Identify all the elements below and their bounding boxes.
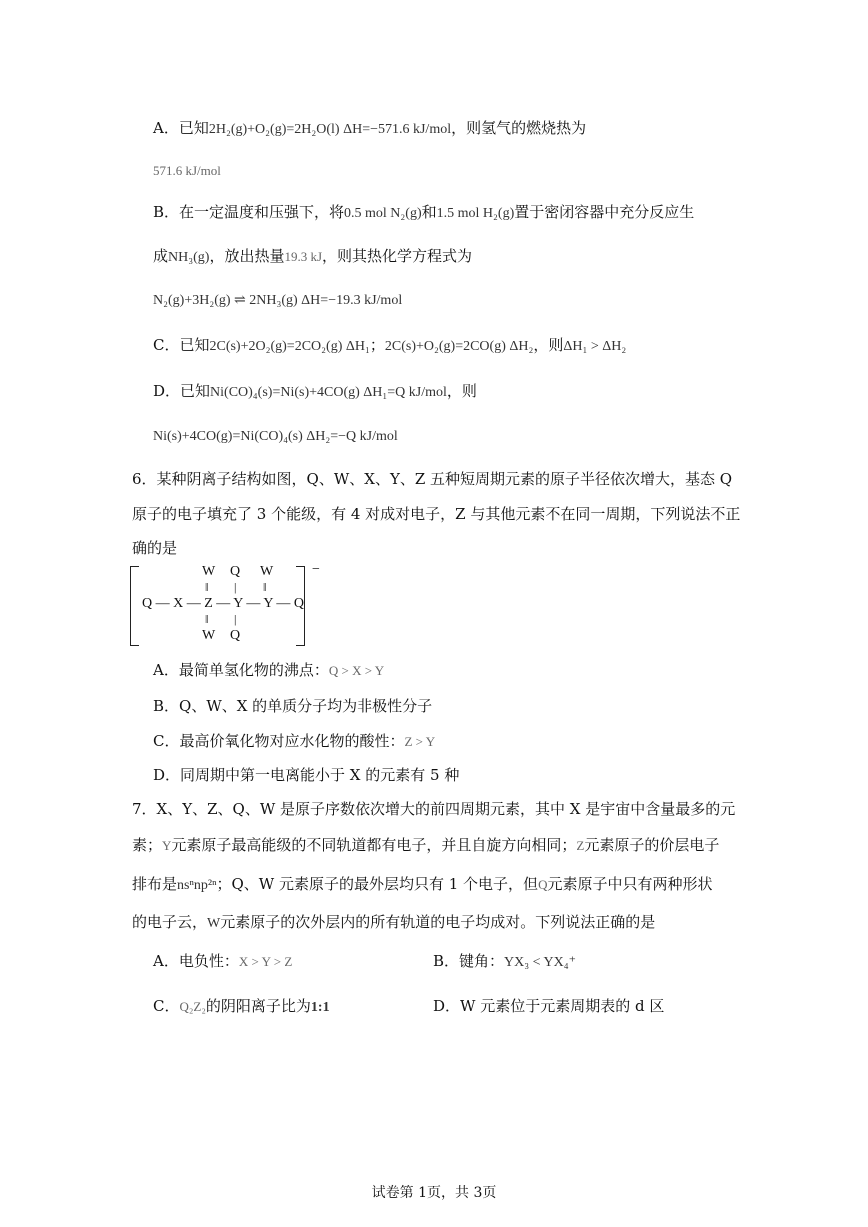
q5-d-eq2-line: [153, 425, 398, 447]
q7-option-b: [433, 951, 576, 973]
q7-s2d: Z: [576, 838, 585, 853]
structure-charge: −: [312, 562, 320, 577]
q5-d-then: ，则: [446, 382, 477, 400]
q7-stem-line2: [132, 835, 719, 856]
q7-option-d: D．W 元素位于元素周期表的 d 区: [433, 997, 665, 1015]
q7-s4b: W: [207, 916, 221, 931]
q6-stem-line3: 确的是: [132, 539, 178, 557]
structure-bond-bottom2: |: [234, 612, 237, 626]
q5-d-eq1: Ni(CO)₄(s)=Ni(s)+4CO(g) ΔH₁=Q kJ/mol: [210, 385, 447, 400]
q7-c-ratio: 1:1: [310, 1000, 330, 1015]
q7-stem-line1: 7．X、Y、Z、Q、W 是原子序数依次增大的前四周期元素，其中 X 是宇宙中含量最多的元: [132, 800, 736, 818]
q6-c-math: Z > Y: [404, 734, 436, 749]
q5-c-label: C．已知: [153, 336, 210, 354]
q7-s4a: 的电子云，: [132, 913, 208, 931]
q7-s2e: 元素原子的价层电子: [584, 836, 720, 854]
q5-b-line2c: ，则其热化学方程式为: [322, 247, 473, 265]
q5-b-and: 和: [421, 203, 437, 221]
q5-option-c: [153, 335, 626, 357]
q5-d-eq2: Ni(s)+4CO(g)=Ni(CO)₄(s) ΔH₂=−Q kJ/mol: [153, 429, 398, 444]
q5-b-product: NH₃(g): [168, 250, 210, 265]
page-footer: 试卷第 1页，共 3页: [371, 1185, 497, 1201]
q7-c-pre: C．: [153, 997, 180, 1015]
left-bracket: [130, 566, 139, 646]
structure-top-w2: W: [260, 564, 274, 579]
q5-d-label: D．已知: [153, 382, 211, 400]
q7-stem-line3: [132, 874, 712, 896]
q7-a-math: X > Y > Z: [238, 954, 293, 969]
q5-c-eq2: 2C(s)+O₂(g)=2CO(g) ΔH₂: [384, 339, 534, 354]
q7-s2b: Y: [162, 838, 172, 853]
q7-s3a: 排布是: [132, 875, 178, 893]
q5-b-equation-line: [153, 289, 402, 311]
q7-c-post: 的阴阳离子比为: [205, 997, 311, 1015]
q7-s2a: 素；: [132, 836, 163, 854]
q5-a-value: 571.6 kJ/mol: [153, 163, 221, 178]
structure-bottom-w: W: [202, 628, 216, 643]
q7-option-c: [153, 996, 330, 1018]
structure-bottom-q: Q: [230, 628, 241, 643]
q6-stem-line2: 原子的电子填充了 3 个能级，有 4 对成对电子，Z 与其他元素不在同一周期，下列说法不正: [132, 505, 741, 523]
q6-a-math: Q > X > Y: [328, 663, 385, 678]
structure-top-q: Q: [230, 564, 241, 579]
q7-b-label: B．键角：: [433, 952, 505, 970]
q7-option-a: [153, 951, 292, 972]
q5-c-eq1: 2C(s)+2O₂(g)=2CO₂(g) ΔH₁: [209, 339, 370, 354]
q5-b-heat: 19.3 kJ: [284, 249, 323, 264]
q7-stem-line4: [132, 912, 655, 934]
q5-a-tail: ，则氢气的燃烧热为: [451, 119, 587, 137]
q5-c-then: ，则: [533, 336, 564, 354]
q5-a-value-line: [153, 160, 221, 181]
structure-top-w1: W: [202, 564, 216, 579]
q7-s3e: 元素原子中只有两种形状: [547, 875, 713, 893]
q5-option-b: [153, 202, 694, 224]
q5-b-line2: [153, 246, 472, 268]
q5-a-label: A．已知: [153, 119, 209, 137]
anion-structure-diagram: [128, 562, 328, 652]
q5-b-label: B．在一定温度和压强下，将: [153, 203, 345, 221]
structure-main-chain: Q — X — Z — Y — Y — Q: [142, 596, 305, 611]
q5-b-amt1: 0.5 mol N₂(g): [344, 206, 422, 221]
structure-bond-dbl-top1: ‖: [205, 580, 209, 594]
q5-c-sep: ；: [369, 336, 385, 354]
structure-bond-dbl-top3: ‖: [263, 580, 267, 594]
q5-option-a: [153, 118, 586, 140]
q7-b-math: YX₃ < YX₄⁺: [504, 955, 576, 970]
q6-stem-line1: 6．某种阴离子结构如图，Q、W、X、Y、Z 五种短周期元素的原子半径依次增大，基态 Q: [132, 470, 733, 488]
q5-option-d: [153, 381, 477, 403]
structure-bond-top2: |: [234, 580, 237, 594]
q6-c-label: C．最高价氧化物对应水化物的酸性：: [153, 732, 405, 750]
q7-s2c: 元素原子最高能级的不同轨道都有电子，并且自旋方向相同；: [171, 836, 577, 854]
q7-s3d: Q: [538, 877, 548, 892]
q5-b-tail: 置于密闭容器中充分反应生: [514, 203, 695, 221]
q6-a-label: A．最简单氢化物的沸点：: [153, 661, 329, 679]
q6-option-c: [153, 731, 435, 752]
q5-c-conclusion: ΔH₁ > ΔH₂: [563, 339, 627, 354]
q5-b-line2a: 成: [153, 247, 169, 265]
q6-option-a: [153, 660, 384, 681]
q5-b-amt2: 1.5 mol H₂(g): [436, 206, 515, 221]
q5-b-line2b: ，放出热量: [209, 247, 285, 265]
q6-option-d: D．同周期中第一电离能小于 X 的元素有 5 种: [153, 766, 460, 784]
q5-b-equation: N₂(g)+3H₂(g) ⇌ 2NH₃(g) ΔH=−19.3 kJ/mol: [153, 293, 403, 308]
q7-a-label: A．电负性：: [153, 952, 239, 970]
q7-c-math: Q₂Z₂: [179, 999, 206, 1014]
q5-a-equation: 2H₂(g)+O₂(g)=2H₂O(l) ΔH=−571.6 kJ/mol: [208, 122, 452, 137]
q7-s3c: ；Q、W 元素原子的最外层均只有 1 个电子，但: [216, 875, 539, 893]
structure-bond-dbl-bottom1: ‖: [205, 612, 209, 626]
q7-s4c: 元素原子的次外层内的所有轨道的电子均成对。下列说法正确的是: [220, 913, 656, 931]
q7-s3b: nsⁿnp²ⁿ: [177, 878, 217, 893]
q6-option-b: B．Q、W、X 的单质分子均为非极性分子: [153, 697, 433, 715]
